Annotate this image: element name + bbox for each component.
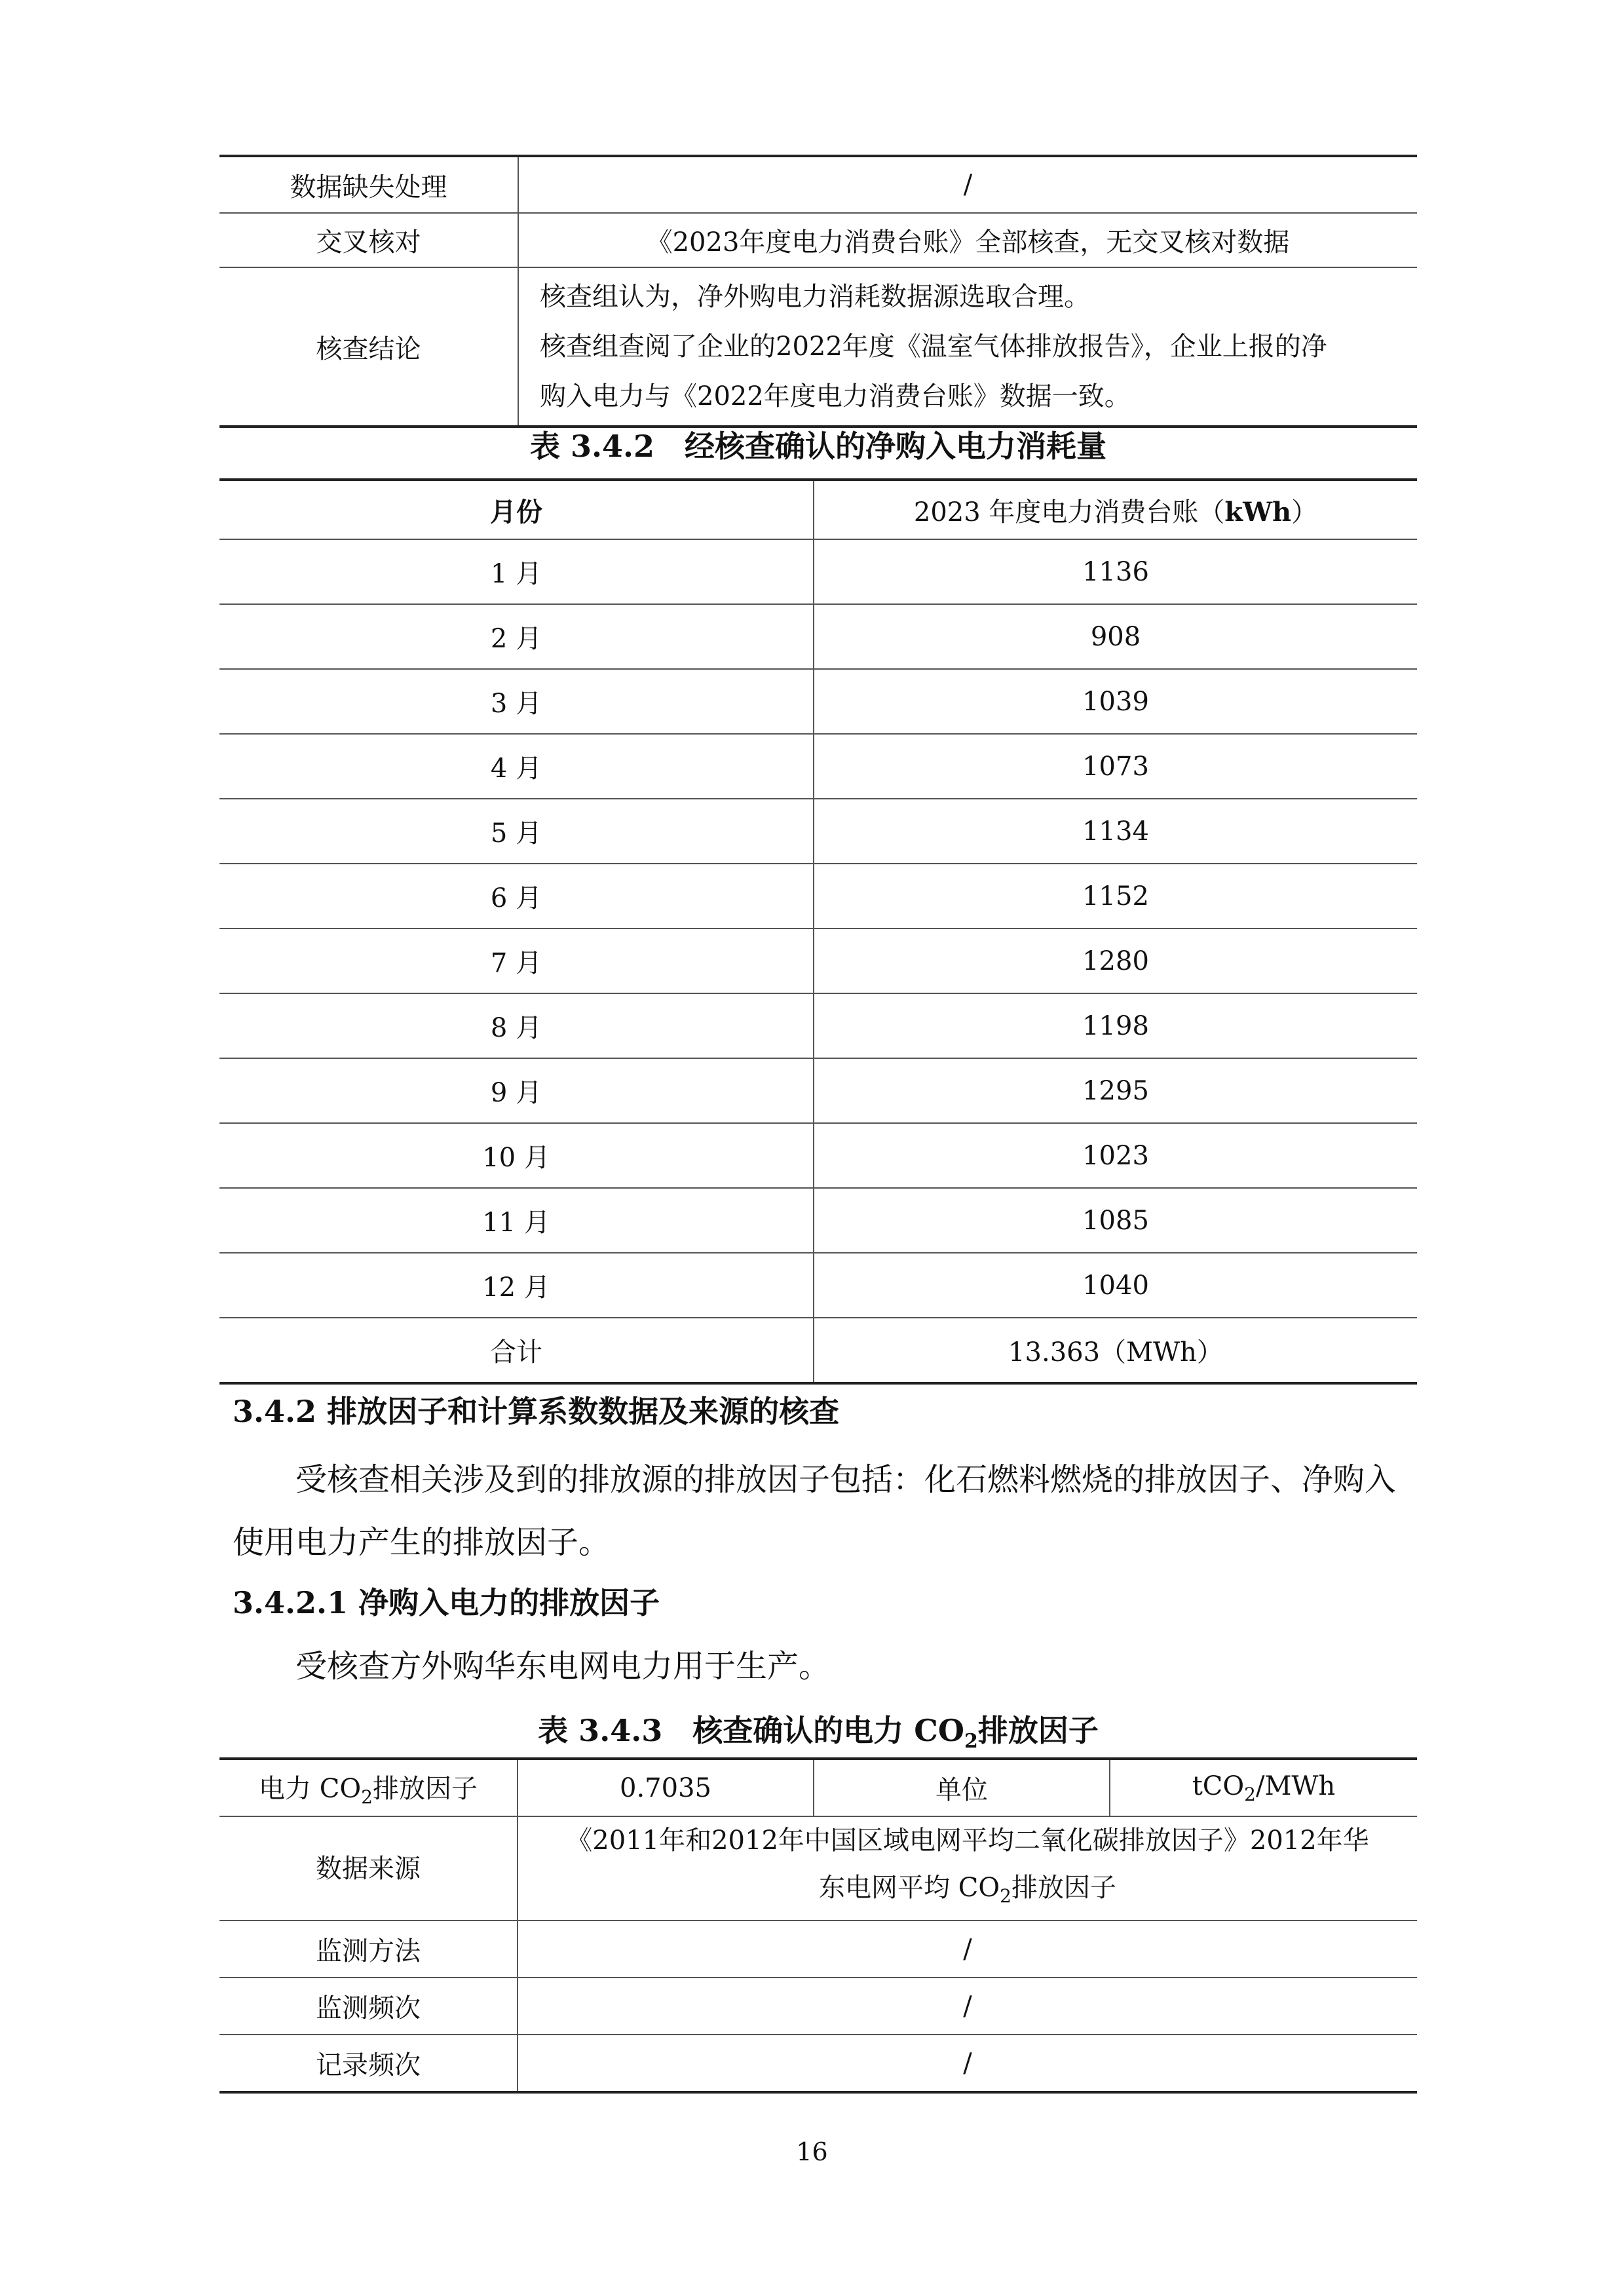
header-ledger: 2023 年度电力消费台账（kWh）	[814, 480, 1417, 539]
value-cell: 1085	[814, 1188, 1417, 1253]
value-cell: 1152	[814, 864, 1417, 928]
value-cell: 1040	[814, 1253, 1417, 1318]
row-value: /	[518, 1978, 1417, 2035]
row-value: /	[518, 1921, 1417, 1978]
conclusion-line: 购入电力与《2022年度电力消费台账》数据一致。	[540, 381, 1131, 411]
value-cell: 1039	[814, 669, 1417, 734]
table-row	[219, 267, 1417, 427]
table-row	[219, 864, 1417, 928]
total-row	[219, 1318, 1417, 1383]
value-cell: 908	[814, 604, 1417, 669]
unit-label: 单位	[814, 1759, 1110, 1816]
table-row	[219, 1921, 1417, 1978]
conclusion-line: 核查组查阅了企业的2022年度《温室气体排放报告》，企业上报的净	[540, 332, 1327, 362]
row-label: 监测频次	[219, 1978, 518, 2035]
table-row	[219, 539, 1417, 604]
total-value: 13.363（MWh）	[1008, 1337, 1223, 1368]
row-label: 数据缺失处理	[219, 156, 518, 213]
table-row	[219, 1253, 1417, 1318]
table-row	[219, 734, 1417, 799]
month-cell: 9 月	[219, 1058, 814, 1123]
value-cell: 1073	[814, 734, 1417, 799]
subsection-paragraph: 受核查方外购华东电网电力用于生产。	[295, 1648, 831, 1685]
month-cell: 1 月	[219, 539, 814, 604]
month-cell: 3 月	[219, 669, 814, 734]
table-row	[219, 213, 1417, 267]
row-value: 《2023年度电力消费台账》全部核查，无交叉核对数据	[518, 213, 1417, 267]
table-row	[219, 669, 1417, 734]
table-caption: 表 3.4.2 经核查确认的净购入电力消耗量	[529, 429, 1107, 464]
subsection-heading: 3.4.2.1 净购入电力的排放因子	[233, 1585, 660, 1620]
electricity-consumption-table	[219, 478, 1417, 1385]
header-month: 月份	[219, 480, 814, 539]
conclusion-text	[518, 267, 1417, 427]
source-line: 《2011年和2012年中国区域电网平均二氧化碳排放因子》2012年华	[566, 1826, 1369, 1856]
value-cell: 1136	[814, 539, 1417, 604]
verification-table	[219, 155, 1417, 428]
month-cell: 12 月	[219, 1253, 814, 1318]
factor-label: 电力 $CO_2$排放因子	[219, 1759, 518, 1816]
row-label: 记录频次	[219, 2035, 518, 2092]
table-row	[219, 1759, 1417, 1816]
table-row	[219, 1123, 1417, 1188]
table-row	[219, 1188, 1417, 1253]
table-row	[219, 1978, 1417, 2035]
table-row	[219, 1058, 1417, 1123]
row-label: 监测方法	[219, 1921, 518, 1978]
section-heading: 3.4.2 排放因子和计算系数数据及来源的核查	[233, 1394, 840, 1429]
emission-factor-table	[219, 1757, 1417, 2094]
table-row	[219, 156, 1417, 213]
value-cell: 1198	[814, 993, 1417, 1058]
section-paragraph: 受核查相关涉及到的排放源的排放因子包括：化石燃料燃烧的排放因子、净购入使用电力产生的排放因子。	[233, 1461, 1397, 1561]
table-row	[219, 993, 1417, 1058]
table-row	[219, 928, 1417, 993]
table-row	[219, 799, 1417, 864]
table-row	[219, 2035, 1417, 2092]
source-line: 东电网平均 $CO_2$排放因子	[819, 1873, 1116, 1907]
value-cell: 1134	[814, 799, 1417, 864]
page-number: 16	[796, 2137, 828, 2166]
conclusion-line: 核查组认为，净外购电力消耗数据源选取合理。	[540, 282, 1090, 312]
month-cell: 8 月	[219, 993, 814, 1058]
month-cell: 7 月	[219, 928, 814, 993]
month-cell: 2 月	[219, 604, 814, 669]
table-header-row	[219, 480, 1417, 539]
table-row	[219, 1816, 1417, 1921]
value-cell: 1280	[814, 928, 1417, 993]
month-cell: 11 月	[219, 1188, 814, 1253]
value-cell: 1023	[814, 1123, 1417, 1188]
month-cell: 6 月	[219, 864, 814, 928]
row-value: /	[518, 156, 1417, 213]
source-label: 数据来源	[219, 1816, 518, 1921]
unit-value: tCO$_2$/MWh	[1110, 1759, 1417, 1816]
row-value: /	[963, 2048, 972, 2078]
table-row	[219, 604, 1417, 669]
month-cell: 5 月	[219, 799, 814, 864]
table-caption: 表 3.4.3 核查确认的电力 $CO_2$排放因子	[538, 1713, 1099, 1753]
source-value	[518, 1816, 1417, 1921]
value-cell: 1295	[814, 1058, 1417, 1123]
row-label: 交叉核对	[219, 213, 518, 267]
month-cell: 4 月	[219, 734, 814, 799]
row-label: 核查结论	[219, 267, 518, 427]
month-cell: 10 月	[219, 1123, 814, 1188]
factor-value: 0.7035	[518, 1759, 814, 1816]
total-label: 合计	[219, 1318, 814, 1383]
